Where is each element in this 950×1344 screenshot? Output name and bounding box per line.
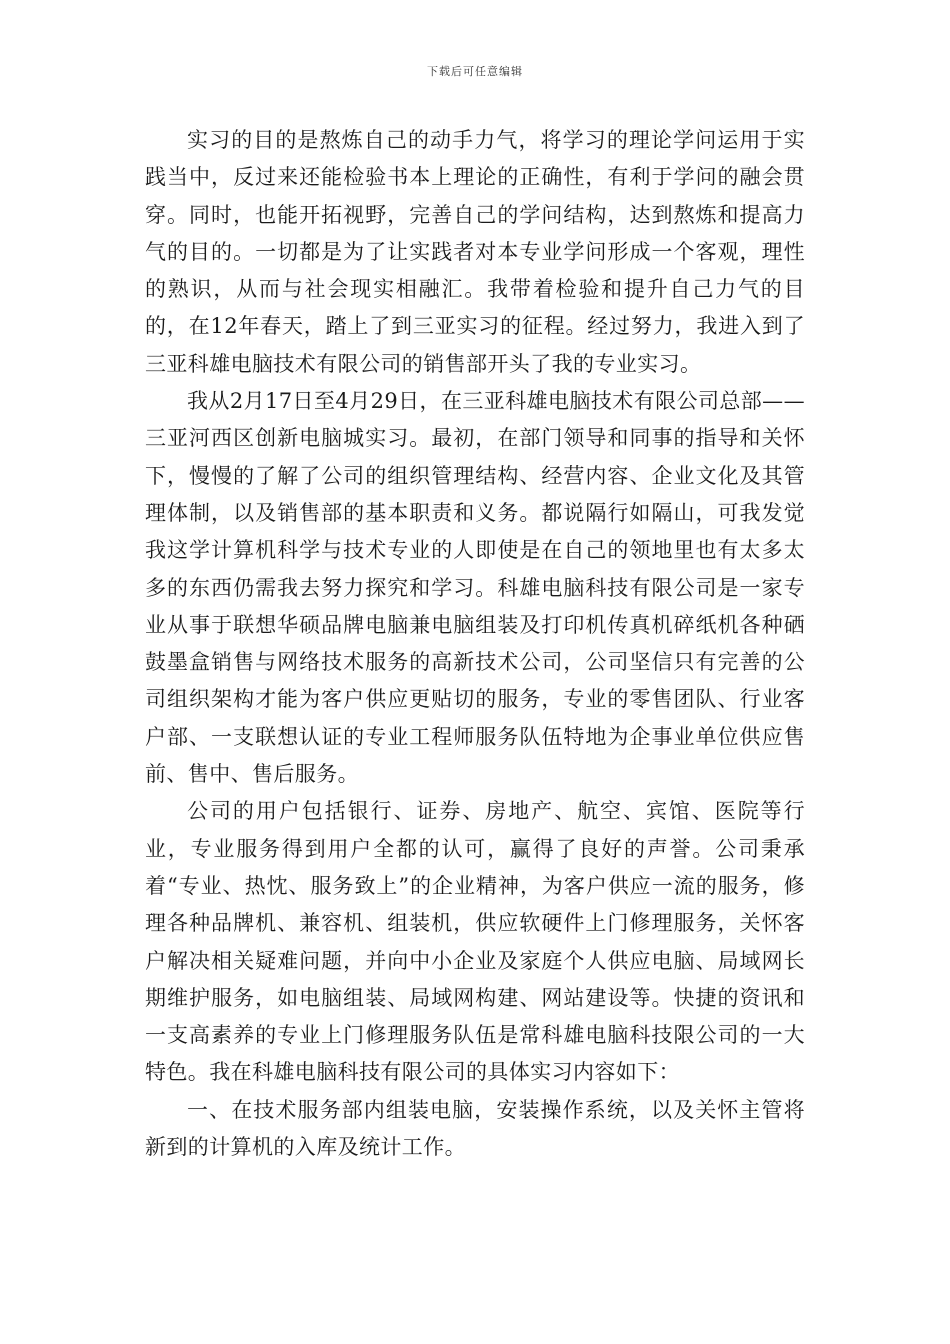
paragraph-3: 公司的用户包括银行、证券、房地产、航空、宾馆、医院等行业，专业服务得到用户全都的认可，赢得了良好的声誉。公司秉承着“专业、热忱、服务致上”的企业精神，为客户供应一流的服务，修理各种品牌机、兼容机、组装机，供应软硬件上门修理服务，关怀客户解决相关疑难问题，并向中小企业及家庭个人供应电脑、局域网长期维护服务，如电脑组装、局域网构建、网站建设等。快捷的资讯和一支高素养的专业上门修理服务队伍是常科雄电脑科技限公司的一大特色。我在科雄电脑科技有限公司的具体实习内容如下： <box>145 799 805 1085</box>
page-header: 下载后可任意编辑 <box>427 65 523 78</box>
paragraph-1: 实习的目的是熬炼自己的动手力气，将学习的理论学问运用于实践当中，反过来还能检验书本上理论的正确性，有利于学问的融会贯穿。同时，也能开拓视野，完善自己的学问结构，达到熬炼和提高力气的目的。一切都是为了让实践者对本专业学问形成一个客观，理性的熟识，从而与社会现实相融汇。我带着检验和提升自己力气的目的，在12年春天，踏上了到三亚实习的征程。经过努力，我进入到了三亚科雄电脑技术有限公司的销售部开头了我的专业实习。 <box>145 128 805 376</box>
document-body <box>145 122 805 1166</box>
paragraph-4: 一、在技术服务部内组装电脑，安装操作系统，以及关怀主管将新到的计算机的入库及统计工作。 <box>145 1097 805 1160</box>
paragraph-2: 我从2月17日至4月29日，在三亚科雄电脑技术有限公司总部——三亚河西区创新电脑城实习。最初，在部门领导和同事的指导和关怀下，慢慢的了解了公司的组织管理结构、经营内容、企业文化及其管理体制，以及销售部的基本职责和义务。都说隔行如隔山，可我发觉我这学计算机科学与技术专业的人即使是在自己的领地里也有太多太多的东西仍需我去努力探究和学习。科雄电脑科技有限公司是一家专业从事于联想华硕品牌电脑兼电脑组装及打印机传真机碎纸机各种硒鼓墨盒销售与网络技术服务的高新技术公司，公司坚信只有完善的公司组织架构才能为客户供应更贴切的服务，专业的零售团队、行业客户部、一支联想认证的专业工程师服务队伍特地为企事业单位供应售前、售中、售后服务。 <box>145 389 805 787</box>
